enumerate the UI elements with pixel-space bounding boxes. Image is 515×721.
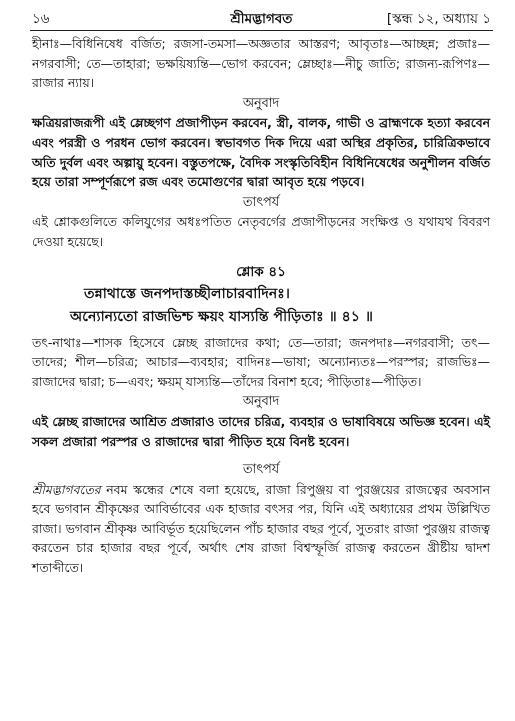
page-content	[32, 34, 490, 578]
page-header	[32, 4, 491, 28]
synonyms-paragraph-2: তৎ-নাথাঃ—শাসক হিসেবে ম্লেচ্ছ রাজাদের কথা; তে—তারা; জনপদাঃ—নগরবাসী; তৎ—তাদের; শীল—চরিত্র; আচার—ব্যবহার; বাদিনঃ—ভাষা; অন্যোন্যতঃ—পরস্পর; রাজভিঃ—রাজাদের দ্বারা; চ—এবং; ক্ষয়ম্ যাস্যন্তি—তাঁদের বিনাশ হবে; পীড়িতাঃ—পীড়িত।	[32, 334, 490, 389]
purport-paragraph: এই শ্লোকগুলিতে কলিযুগের অধঃপতিত নেতৃবর্গের প্রজাপীড়নের সংক্ষিপ্ত ও যথাযথ বিবরণ দেওয়া হয়েছে।	[32, 214, 490, 249]
running-title: শ্রীমদ্ভাগবত	[230, 11, 293, 27]
purport-heading: তাৎপর্য	[242, 194, 280, 210]
purport-body: নবম স্কন্ধের শেষে বলা হয়েছে, রাজা রিপুঞ্জয় বা পুরঞ্জয়ের রাজত্বের অবসান হবে ভগবান শ্রীকৃষ্ণের আবির্ভাবের এক হাজার বৎসর পর, যিনি এই অধ্যায়ের প্রথম উল্লিখিত রাজা। ভগবান শ্রীকৃষ্ণ আবির্ভূত হয়েছিলেন পাঁচ হাজার বছর পূর্বে, সুতরাং রাজা পুরঞ্জয় রাজত্ব করতেন চার হাজার বছর পূর্বে, অর্থাৎ শেষ রাজা বিশ্বস্ফূর্জি রাজত্ব করতেন খ্রীষ্টীয় দ্বাদশ শতাব্দীতে।	[32, 481, 490, 576]
purport-heading-2: তাৎপর্য	[242, 462, 280, 478]
verse-text	[32, 283, 490, 329]
translation-paragraph: ক্ষত্রিয়রাজরূপী এই ম্লেচ্ছগণ প্রজাপীড়ন করবেন, স্ত্রী, বালক, গাভী ও ব্রাহ্মণকে হত্যা করবেন এবং পরস্ত্রী ও পরধন ভোগ করবেন। স্বভাবগত দিক দিয়ে এরা অস্থির প্রকৃতির, চারিত্রিকভাবে অতি দুর্বল এবং অল্পায়ু হবেন। বস্তুতপক্ষে, বৈদিক সংস্কৃতিবিহীন বিধিনিষেধের অনুশীলন বর্জিত হয়ে তারা সম্পূর্ণরূপে রজ এবং তমোগুণের দ্বারা আবৃত হয়ে পড়বে।	[32, 115, 490, 190]
verse-line-2: অন্যোন্যতো রাজভিশ্চ ক্ষয়ং যাস্যন্তি পীড়িতাঃ ॥ ৪১ ॥	[70, 308, 374, 325]
translation-paragraph-2: এই ম্লেচ্ছ রাজাদের আশ্রিত প্রজারাও তাদের চরিত্র, ব্যবহার ও ভাষাবিষয়ে অভিজ্ঞ হবেন। এই সকল প্রজারা পরস্পর ও রাজাদের দ্বারা পীড়িত হয়ে বিনষ্ট হবেন।	[32, 413, 490, 449]
purport-italic-lead: শ্রীমদ্ভাগবতের	[32, 481, 101, 497]
purport-paragraph-2	[32, 480, 490, 578]
section-reference: [স্কন্ধ ১২, অধ্যায় ১	[386, 11, 491, 27]
page-number: ১৬	[32, 11, 50, 27]
synonyms-paragraph: হীনাঃ—বিধিনিষেধ বর্জিত; রজসা-তমসা—অজ্ঞতার আস্তরণ; আবৃতাঃ—আচ্ছন্ন; প্রজাঃ—নগরবাসী; তে—তাহারা; ভক্ষয়িষ্যন্তি—ভোগ করবেন; ম্লেচ্ছাঃ—নীচু জাতি; রাজন্য-রূপিণঃ—রাজার ন্যায়।	[32, 36, 490, 91]
verse-line-1: তন্নাথাস্তে জনপদাস্তচ্ছীলাচারবাদিনঃ।	[84, 285, 290, 302]
verse-heading: শ্লোক ৪১	[236, 263, 286, 280]
translation-heading-2: অনুবাদ	[242, 394, 280, 410]
header-rule	[30, 30, 493, 31]
translation-heading: অনুবাদ	[242, 95, 280, 111]
